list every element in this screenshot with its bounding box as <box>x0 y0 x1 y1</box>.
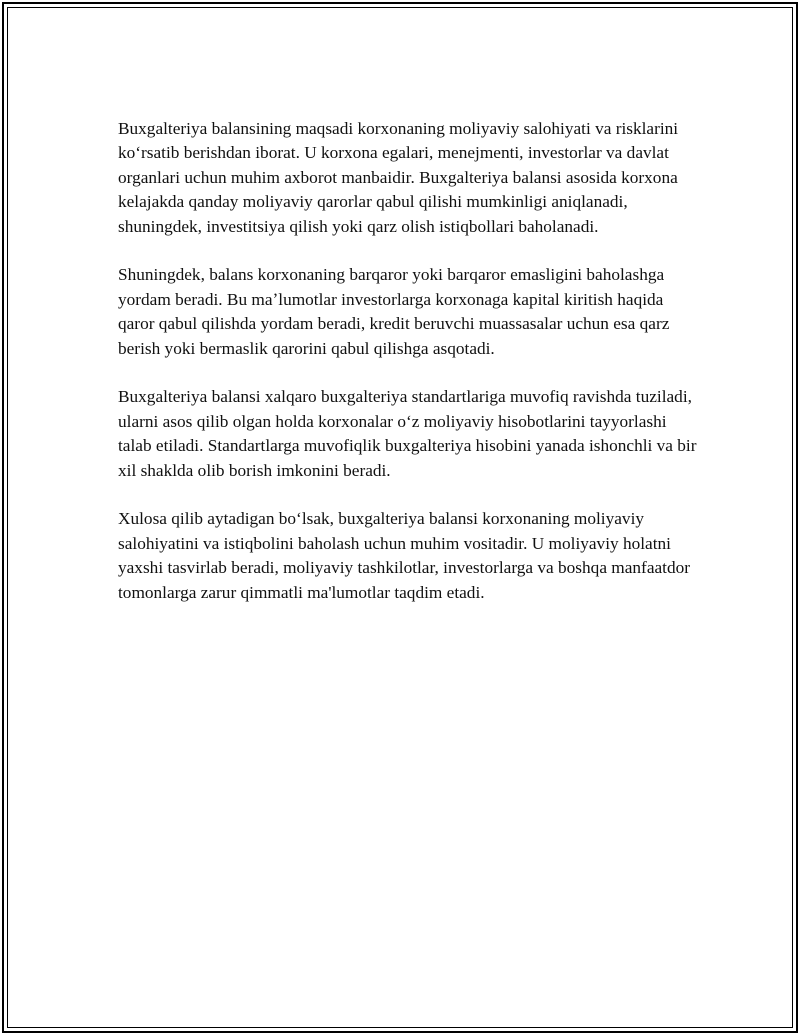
document-body <box>118 117 698 629</box>
paragraph-4: Xulosa qilib aytadigan boʻlsak, buxgalteriya balansi korxonaning moliyaviy salohiyatini va istiqbolini baholash uchun muhim vositadir. U moliyaviy holatni yaxshi tasvirlab beradi, moliyaviy tashkilotlar, investorlarga va boshqa manfaatdor tomonlarga zarur qimmatli ma'lumotlar taqdim etadi. <box>118 509 690 602</box>
paragraph-2: Shuningdek, balans korxonaning barqaror yoki barqaror emasligini baholashga yordam beradi. Bu maʼlumotlar investorlarga korxonaga kapital kiritish haqida qaror qabul qilishda yordam beradi, kredit beruvchi muassasalar uchun esa qarz berish yoki bermaslik qarorini qabul qilishga asqotadi. <box>118 265 670 358</box>
paragraph-3: Buxgalteriya balansi xalqaro buxgalteriya standartlariga muvofiq ravishda tuziladi, ularni asos qilib olgan holda korxonalar oʻz moliyaviy hisobotlarini tayyorlashi talab etiladi. Standartlarga muvofiqlik buxgalteriya hisobini yanada ishonchli va bir xil shaklda olib borish imkonini beradi. <box>118 387 697 480</box>
paragraph-1: Buxgalteriya balansining maqsadi korxonaning moliyaviy salohiyati va risklarini koʻrsatib berishdan iborat. U korxona egalari, menejmenti, investorlar va davlat organlari uchun muhim axborot manbaidir. Buxgalteriya balansi asosida korxona kelajakda qanday moliyaviy qarorlar qabul qilishi mumkinligi aniqlanadi, shuningdek, investitsiya qilish yoki qarz olish istiqbollari baholanadi. <box>118 119 679 236</box>
